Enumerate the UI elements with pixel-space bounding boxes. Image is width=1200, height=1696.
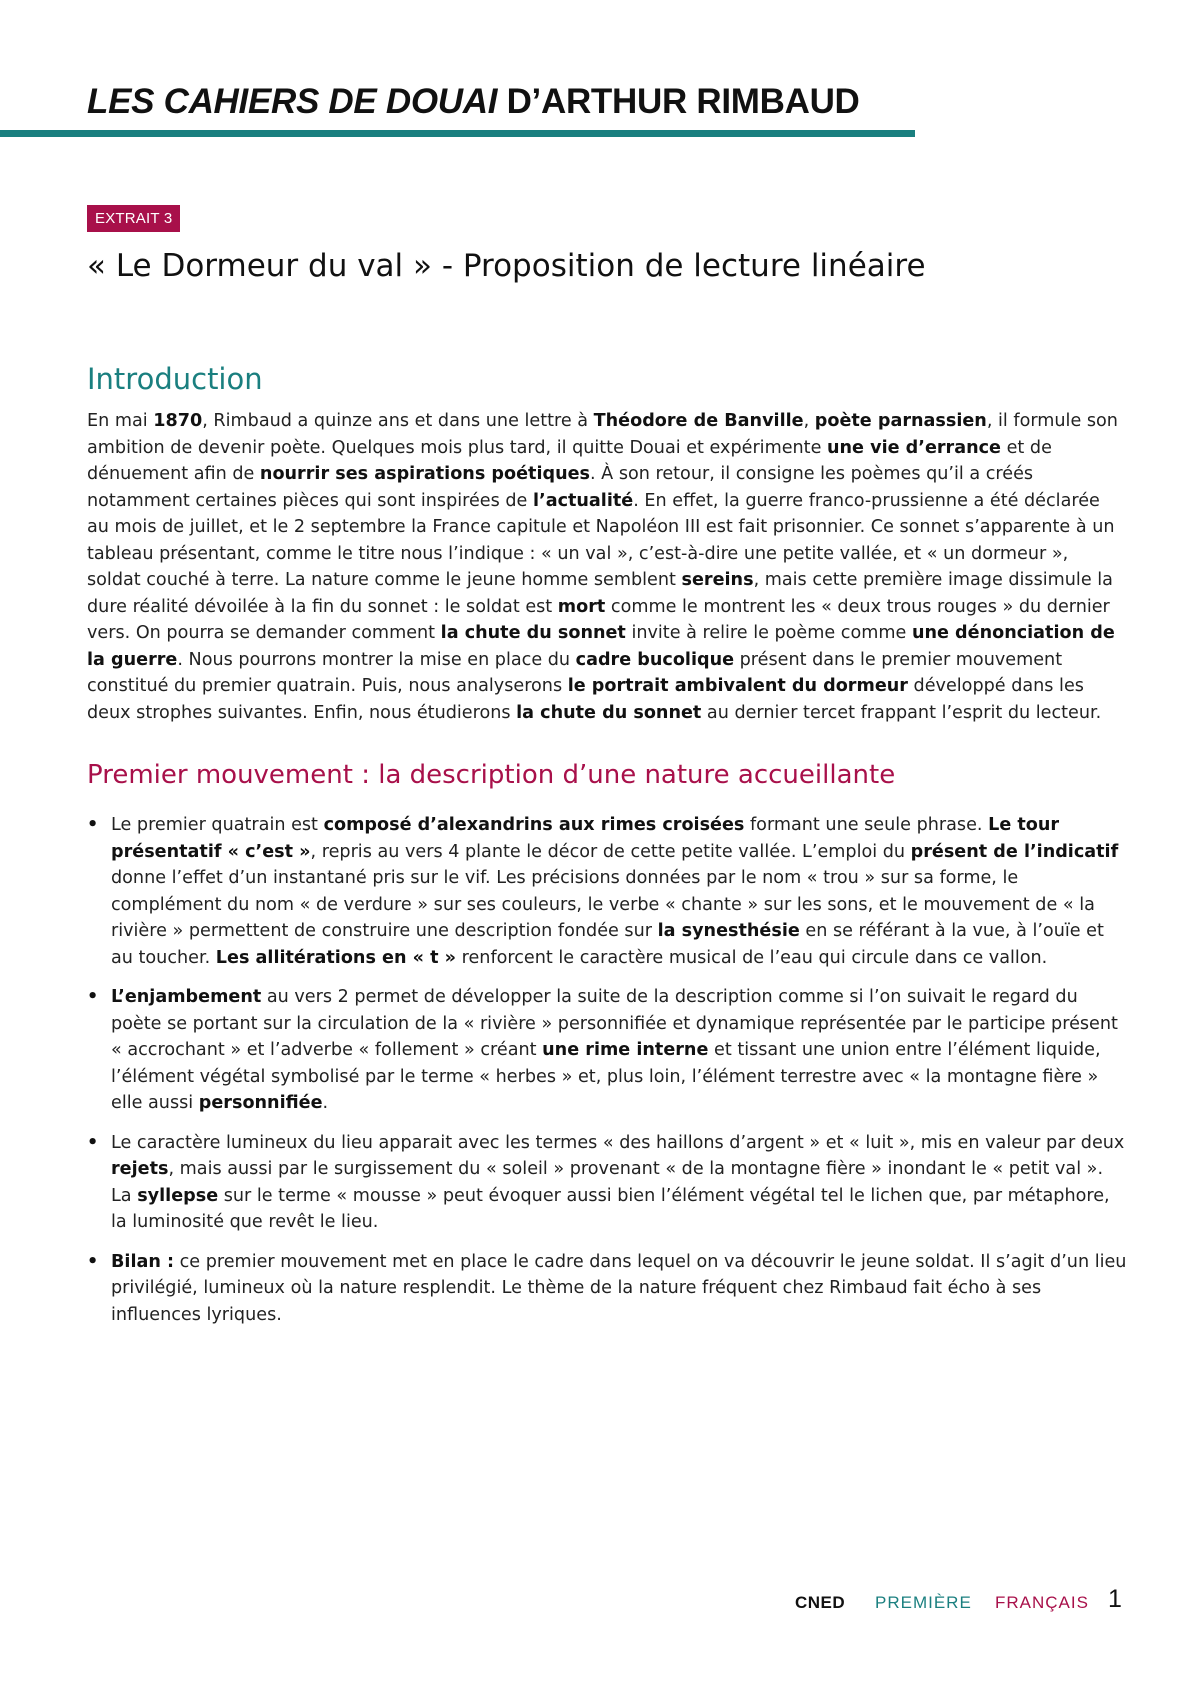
text-run: , xyxy=(803,411,815,431)
emphasis-text: L’enjambement xyxy=(111,987,262,1007)
header-rule xyxy=(0,130,915,137)
text-run: . Nous pourrons montrer la mise en place du xyxy=(177,649,576,670)
introduction-heading: Introduction xyxy=(87,362,263,396)
bullet-item xyxy=(87,812,1127,971)
text-run: , mais cette première image dissimule la dure réalité dévoilée à la fin du sonnet : le soldat est xyxy=(87,570,1113,617)
bullet-item xyxy=(87,1130,1127,1236)
text-run: sur le terme « mousse » peut évoquer aussi bien l’élément végétal tel le lichen que, par métaphore, la luminosité que revêt le lieu. xyxy=(111,1185,1110,1232)
emphasis-text: présent de l’indicatif xyxy=(910,841,1119,862)
movement-bullet-list xyxy=(87,812,1127,1328)
emphasis-text: le portrait ambivalent du dormeur xyxy=(567,676,908,696)
emphasis-text: la synesthésie xyxy=(657,921,800,941)
emphasis-text: personnifiée xyxy=(198,1093,323,1113)
text-run: formant une seule phrase. xyxy=(744,815,989,835)
text-run: , repris au vers 4 plante le décor de cette petite vallée. L’emploi du xyxy=(310,841,911,862)
text-run: ce premier mouvement met en place le cadre dans lequel on va découvrir le jeune soldat. Il s’agit d’un lieu privilégié, lumineux où la nature resplendit. Le thème de la nature fréquent chez Rimbaud fait écho à ses influences lyriques. xyxy=(111,1251,1127,1325)
text-run: . À son retour, il consigne les poèmes qu’il a créés notamment certaines pièces qui sont inspirées de xyxy=(87,464,1034,511)
emphasis-text: mort xyxy=(557,596,606,617)
extract-title: « Le Dormeur du val » - Proposition de lecture linéaire xyxy=(87,248,926,284)
text-run: et de dénuement afin de xyxy=(87,437,1052,484)
emphasis-text: poète parnassien xyxy=(814,411,987,431)
movement-heading: Premier mouvement : la description d’une nature accueillante xyxy=(87,760,896,790)
main-content xyxy=(87,362,1127,1341)
emphasis-text: Théodore de Banville xyxy=(593,411,804,431)
emphasis-text: nourrir ses aspirations poétiques xyxy=(259,464,590,484)
footer-subject: FRANÇAIS xyxy=(995,1593,1089,1612)
text-run: , mais aussi par le surgissement du « soleil » provenant « de la montagne fière » inondant le « petit val ». La xyxy=(111,1159,1104,1206)
text-run: , il formule son ambition de devenir poète. Quelques mois plus tard, il quitte Douai et expérimente xyxy=(87,411,1118,458)
emphasis-text: une rime interne xyxy=(542,1040,709,1060)
text-run: comme le montrent les « deux trous rouges » du dernier vers. On pourra se demander comment xyxy=(87,596,1110,643)
introduction-paragraph xyxy=(87,408,1127,726)
bullet-item xyxy=(87,1249,1127,1329)
emphasis-text: une vie d’errance xyxy=(827,437,1001,458)
emphasis-text: la chute du sonnet xyxy=(440,623,626,643)
text-run: en se référant à la vue, à l’ouïe et au toucher. xyxy=(111,921,1104,968)
emphasis-text: Les allitérations en « t » xyxy=(215,947,457,968)
text-run: donne l’effet d’un instantané pris sur le vif. Les précisions données par le nom « trou » sur sa forme, le complément du nom « de verdure » sur ses couleurs, le verbe « chante » sur les sons, et le mouvement de « la rivière » permettent de construire une description fondée sur xyxy=(111,868,1095,941)
emphasis-text: rejets xyxy=(111,1159,169,1179)
footer-level: PREMIÈRE xyxy=(875,1593,972,1612)
text-run: développé dans les deux strophes suivantes. Enfin, nous étudierons xyxy=(87,676,1084,723)
text-run: En mai xyxy=(87,411,154,431)
title-rest: D’ARTHUR RIMBAUD xyxy=(497,82,860,121)
text-run: et tissant une union entre l’élément liquide, l’élément végétal symbolisé par le terme « herbes » et, plus loin, l’élément terrestre avec « la montagne fière » elle aussi xyxy=(111,1040,1101,1113)
text-run: au dernier tercet frappant l’esprit du lecteur. xyxy=(701,702,1102,723)
text-run: . En effet, la guerre franco-prussienne a été déclarée au mois de juillet, et le 2 septembre la France capitule et Napoléon III est fait prisonnier. Ce sonnet s’apparente à un tableau présentant, comme le titre nous l’indique : « un val », c’est-à-dire une petite vallée, et « un dormeur », soldat couché à terre. La nature comme le jeune homme semblent xyxy=(87,490,1115,590)
emphasis-text: Bilan : xyxy=(111,1251,175,1272)
bullet-item xyxy=(87,984,1127,1117)
title-italic: LES CAHIERS DE DOUAI xyxy=(87,82,498,121)
document-header xyxy=(87,82,917,122)
text-run: Le caractère lumineux du lieu apparait avec les termes « des haillons d’argent » et « luit », mis en valeur par deux xyxy=(111,1132,1125,1153)
emphasis-text: l’actualité xyxy=(532,490,634,511)
document-title xyxy=(87,82,917,122)
emphasis-text: Le tour présentatif « c’est » xyxy=(111,815,1060,862)
page-footer xyxy=(795,1585,1130,1619)
text-run: invite à relire le poème comme xyxy=(625,623,912,643)
page-number: 1 xyxy=(1108,1585,1122,1613)
text-run: . xyxy=(322,1093,329,1113)
extract-tag: EXTRAIT 3 xyxy=(87,205,180,232)
text-run: , Rimbaud a quinze ans et dans une lettre à xyxy=(202,411,594,431)
emphasis-text: une dénonciation de la guerre xyxy=(87,623,1115,670)
text-run: au vers 2 permet de développer la suite de la description comme si l’on suivait le regard du poète se portant sur la circulation de la « rivière » personnifiée et dynamique représentée par le participe présent « accrochant » et l’adverbe « follement » créant xyxy=(111,987,1118,1060)
emphasis-text: syllepse xyxy=(137,1185,219,1206)
emphasis-text: cadre bucolique xyxy=(575,649,735,670)
footer-org: CNED xyxy=(795,1593,846,1612)
emphasis-text: 1870 xyxy=(153,411,203,431)
text-run: renforcent le caractère musical de l’eau qui circule dans ce vallon. xyxy=(456,947,1048,968)
text-run: présent dans le premier mouvement constitué du premier quatrain. Puis, nous analyserons xyxy=(87,649,1063,696)
emphasis-text: composé d’alexandrins aux rimes croisées xyxy=(323,815,745,835)
emphasis-text: la chute du sonnet xyxy=(516,702,702,723)
text-run: Le premier quatrain est xyxy=(111,815,324,835)
emphasis-text: sereins xyxy=(681,570,754,590)
